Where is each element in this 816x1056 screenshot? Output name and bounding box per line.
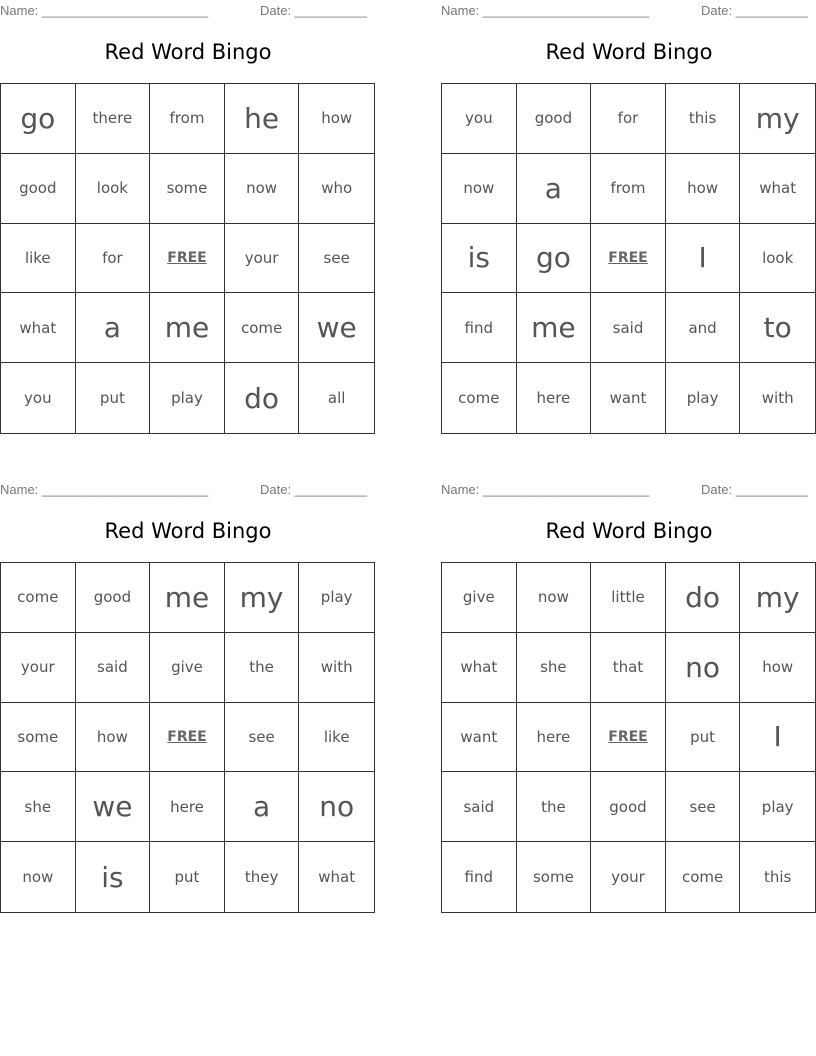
- bingo-cell: give: [442, 563, 517, 633]
- bingo-cell: what: [442, 633, 517, 703]
- bingo-card-4: [441, 479, 816, 914]
- bingo-cell: I: [740, 703, 815, 773]
- bingo-cell: said: [591, 293, 666, 363]
- date-field-label: Date: __________: [260, 482, 367, 497]
- name-field-label: Name: _______________________: [0, 3, 209, 18]
- card-title: Red Word Bingo: [545, 40, 713, 64]
- bingo-cell: give: [150, 633, 225, 703]
- card-title: Red Word Bingo: [104, 40, 272, 64]
- name-field-label: Name: _______________________: [441, 482, 650, 497]
- bingo-cell: she: [517, 633, 592, 703]
- bingo-cell: come: [666, 842, 741, 912]
- bingo-cell: no: [666, 633, 741, 703]
- bingo-cell: a: [76, 293, 151, 363]
- name-date-row: [441, 482, 816, 498]
- bingo-cell: want: [591, 363, 666, 433]
- bingo-grid: [0, 562, 375, 913]
- bingo-cell: how: [666, 154, 741, 224]
- bingo-cell: come: [1, 563, 76, 633]
- bingo-cell: said: [76, 633, 151, 703]
- bingo-cell: what: [740, 154, 815, 224]
- bingo-card-3: [0, 479, 376, 914]
- bingo-cell: my: [225, 563, 300, 633]
- bingo-cell: you: [1, 363, 76, 433]
- bingo-cell: like: [299, 703, 374, 773]
- bingo-cell: your: [1, 633, 76, 703]
- bingo-cell: come: [442, 363, 517, 433]
- bingo-cell: a: [517, 154, 592, 224]
- bingo-cell: do: [225, 363, 300, 433]
- bingo-cell: good: [1, 154, 76, 224]
- bingo-cell: he: [225, 84, 300, 154]
- bingo-card-2: [441, 0, 816, 435]
- free-space-cell: FREE: [591, 703, 666, 773]
- bingo-cell: little: [591, 563, 666, 633]
- bingo-cell: now: [1, 842, 76, 912]
- bingo-cell: to: [740, 293, 815, 363]
- bingo-cell: go: [517, 224, 592, 294]
- free-space-cell: FREE: [150, 703, 225, 773]
- bingo-cell: find: [442, 293, 517, 363]
- bingo-cell: play: [150, 363, 225, 433]
- bingo-cell: how: [76, 703, 151, 773]
- bingo-cell: and: [666, 293, 741, 363]
- bingo-cell: now: [442, 154, 517, 224]
- bingo-cell: how: [299, 84, 374, 154]
- bingo-cell: that: [591, 633, 666, 703]
- bingo-cell: look: [76, 154, 151, 224]
- bingo-cell: this: [666, 84, 741, 154]
- bingo-cell: look: [740, 224, 815, 294]
- bingo-cell: this: [764, 868, 792, 887]
- name-date-row: [0, 482, 376, 498]
- bingo-cell: with: [761, 389, 794, 408]
- bingo-cell: you: [442, 84, 517, 154]
- bingo-cell: put: [76, 363, 151, 433]
- bingo-cell: good: [76, 563, 151, 633]
- name-field-label: Name: _______________________: [441, 3, 650, 18]
- bingo-cell: my: [740, 563, 815, 633]
- bingo-cell: some: [517, 842, 592, 912]
- name-date-row: [0, 3, 376, 19]
- bingo-cell: I: [666, 224, 741, 294]
- date-field-label: Date: __________: [701, 3, 808, 18]
- bingo-cell: go: [1, 84, 76, 154]
- bingo-cell: good: [591, 772, 666, 842]
- bingo-cell: put: [666, 703, 741, 773]
- bingo-cell: a: [225, 772, 300, 842]
- card-title: Red Word Bingo: [545, 519, 713, 543]
- bingo-cell: here: [517, 363, 592, 433]
- bingo-cell: your: [591, 842, 666, 912]
- bingo-cell: play: [299, 563, 374, 633]
- bingo-cell: now: [225, 154, 300, 224]
- date-field-label: Date: __________: [701, 482, 808, 497]
- bingo-card-1: [0, 0, 376, 435]
- free-space-cell: FREE: [150, 224, 225, 294]
- bingo-cell: from: [150, 84, 225, 154]
- bingo-grid: [441, 562, 816, 913]
- bingo-cell: what: [318, 868, 356, 887]
- bingo-cell: me: [517, 293, 592, 363]
- bingo-cell: like: [1, 224, 76, 294]
- bingo-cell: they: [225, 842, 300, 912]
- bingo-cell: for: [591, 84, 666, 154]
- bingo-cell: we: [76, 772, 151, 842]
- bingo-cell: we: [299, 293, 374, 363]
- bingo-cell: all: [327, 389, 346, 408]
- bingo-cell: no: [299, 772, 374, 842]
- bingo-cell: said: [442, 772, 517, 842]
- name-field-label: Name: _______________________: [0, 482, 209, 497]
- bingo-cell: here: [517, 703, 592, 773]
- free-space-cell: FREE: [591, 224, 666, 294]
- bingo-cell: who: [299, 154, 374, 224]
- bingo-cell: the: [225, 633, 300, 703]
- bingo-cell: is: [442, 224, 517, 294]
- bingo-cell: play: [740, 772, 815, 842]
- bingo-cell: with: [299, 633, 374, 703]
- bingo-cell: me: [150, 563, 225, 633]
- bingo-cell: your: [225, 224, 300, 294]
- bingo-cell: play: [666, 363, 741, 433]
- bingo-cell: me: [150, 293, 225, 363]
- bingo-cell: she: [1, 772, 76, 842]
- bingo-cell: do: [666, 563, 741, 633]
- bingo-cell: here: [150, 772, 225, 842]
- name-date-row: [441, 3, 816, 19]
- bingo-cell: want: [442, 703, 517, 773]
- bingo-cell: my: [740, 84, 815, 154]
- bingo-cell: now: [517, 563, 592, 633]
- bingo-cell: see: [299, 224, 374, 294]
- bingo-cell: is: [76, 842, 151, 912]
- bingo-cell: some: [150, 154, 225, 224]
- bingo-cell: for: [76, 224, 151, 294]
- bingo-cell: see: [225, 703, 300, 773]
- bingo-grid: [441, 83, 816, 434]
- bingo-cell: come: [225, 293, 300, 363]
- bingo-cell: some: [1, 703, 76, 773]
- bingo-cell: good: [517, 84, 592, 154]
- card-title: Red Word Bingo: [104, 519, 272, 543]
- bingo-cell: put: [150, 842, 225, 912]
- bingo-cell: there: [76, 84, 151, 154]
- bingo-grid: [0, 83, 375, 434]
- bingo-cell: see: [666, 772, 741, 842]
- bingo-cell: how: [740, 633, 815, 703]
- date-field-label: Date: __________: [260, 3, 367, 18]
- bingo-cell: from: [591, 154, 666, 224]
- bingo-cell: the: [517, 772, 592, 842]
- bingo-cell: what: [1, 293, 76, 363]
- bingo-cell: find: [442, 842, 517, 912]
